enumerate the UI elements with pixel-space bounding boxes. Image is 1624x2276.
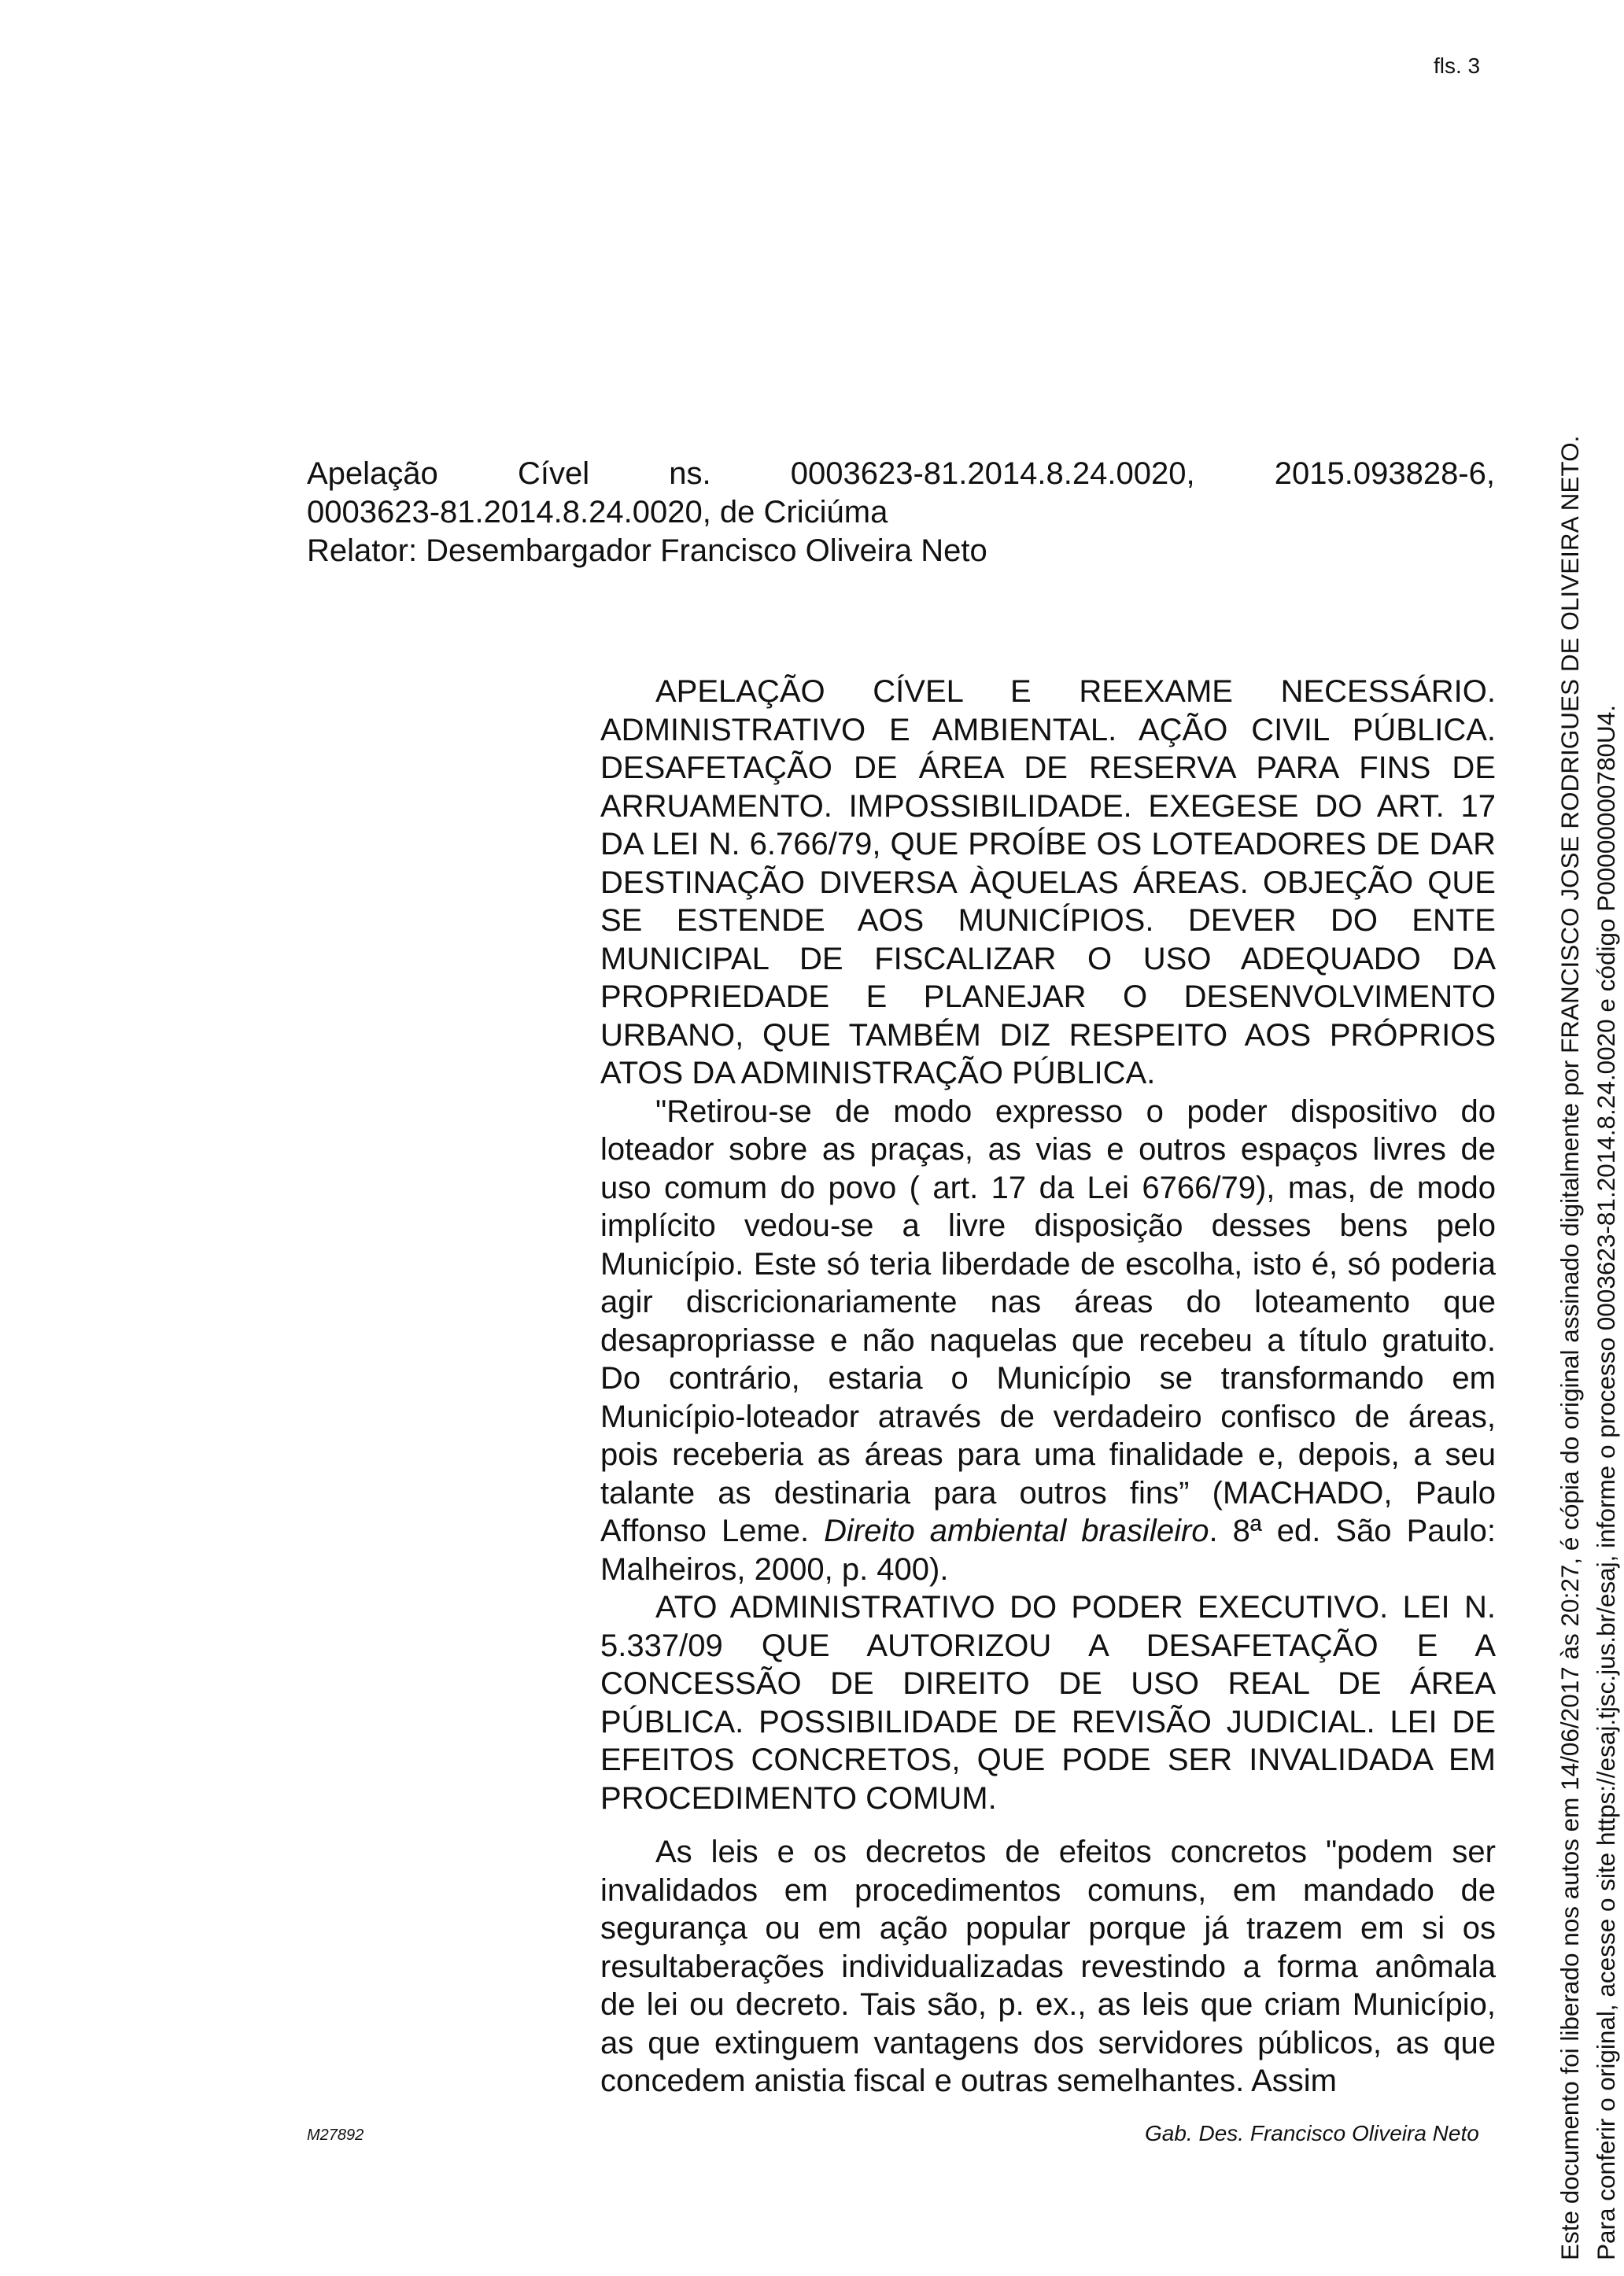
signature-note-line2: Para conferir o original, acesse o site https://esaj.tjsc.jus.br/esaj, informe o processo 0003623-81.2014.8.24.0020 e código P00000000780U4. xyxy=(1592,705,1620,2260)
ementa xyxy=(600,673,1496,2101)
ementa-paragraph-3: ATO ADMINISTRATIVO DO PODER EXECUTIVO. LEI N. 5.337/09 QUE AUTORIZOU A DESAFETAÇÃO E A CONCESSÃO DE DIREITO DE USO REAL DE ÁREA PÚBLICA. POSSIBILIDADE DE REVISÃO JUDICIAL. LEI DE EFEITOS CONCRETOS, QUE PODE SER INVALIDADA EM PROCEDIMENTO COMUM. xyxy=(600,1590,1496,1816)
case-number-2: 2015.093828-6, xyxy=(1274,456,1495,491)
case-header-line2: 0003623-81.2014.8.24.0020, de Criciúma xyxy=(307,495,888,529)
case-type-word1: Apelação xyxy=(307,456,438,491)
quote-citation: . 8ª ed. São Paulo: Malheiros, 2000, p. 400). xyxy=(600,1514,1496,1587)
ementa-paragraph-4: As leis e os decretos de efeitos concretos "podem ser invalidados em procedimentos comuns, em mandado de segurança ou em ação popular porque já trazem em si os resultaberações individualizadas revestindo a forma anômala de lei ou decreto. Tais são, p. ex., as leis que criam Município, as que extinguem vantagens dos servidores públicos, as que concedem anistia fiscal e outras semelhantes. Assim xyxy=(600,1835,1496,2098)
case-numbers-label: ns. xyxy=(669,456,711,491)
case-number-1: 0003623-81.2014.8.24.0020, xyxy=(790,456,1195,491)
quote-text: "Retirou-se de modo expresso o poder dispositivo do loteador sobre as praças, as vias e outros espaços livres de uso comum do povo ( art. 17 da Lei 6766/79), mas, de modo implícito vedou-se a livre disposição desses bens pelo Município. Este só teria liberdade de escolha, isto é, só poderia agir discricionariamente nas áreas do loteamento que desapropriasse e não naquelas que recebeu a título gratuito. Do contrário, estaria o Município se transformando em Município-loteador através de verdadeiro confisco de áreas, pois receberia as áreas para uma finalidade e, depois, a seu talante as destinaria para outros fins” (MACHADO, Paulo Affonso Leme. xyxy=(600,1094,1496,1548)
page-number: fls. 3 xyxy=(1434,53,1481,78)
digital-signature-note xyxy=(1552,0,1624,2276)
case-header xyxy=(307,455,1495,570)
case-header-line1 xyxy=(307,455,1495,493)
signature-note-line1: Este documento foi liberado nos autos em 14/06/2017 às 20:27, é cópia do original assinado digitalmente por FRANCISCO JOSE RODRIGUES DE OLIVEIRA NETO. xyxy=(1556,435,1584,2260)
footer-code: M27892 xyxy=(307,2127,364,2144)
ementa-paragraph-2 xyxy=(600,1093,1496,1589)
book-title: Direito ambiental brasileiro xyxy=(824,1514,1209,1548)
case-type-word2: Cível xyxy=(517,456,590,491)
ementa-paragraph-1: APELAÇÃO CÍVEL E REEXAME NECESSÁRIO. ADMINISTRATIVO E AMBIENTAL. AÇÃO CIVIL PÚBLICA. DESAFETAÇÃO DE ÁREA DE RESERVA PARA FINS DE ARRUAMENTO. IMPOSSIBILIDADE. EXEGESE DO ART. 17 DA LEI N. 6.766/79, QUE PROÍBE OS LOTEADORES DE DAR DESTINAÇÃO DIVERSA ÀQUELAS ÁREAS. OBJEÇÃO QUE SE ESTENDE AOS MUNICÍPIOS. DEVER DO ENTE MUNICIPAL DE FISCALIZAR O USO ADEQUADO DA PROPRIEDADE E PLANEJAR O DESENVOLVIMENTO URBANO, QUE TAMBÉM DIZ RESPEITO AOS PRÓPRIOS ATOS DA ADMINISTRAÇÃO PÚBLICA. xyxy=(600,674,1496,1090)
case-rapporteur: Relator: Desembargador Francisco Oliveira Neto xyxy=(307,533,987,568)
footer-office: Gab. Des. Francisco Oliveira Neto xyxy=(1145,2121,1479,2145)
